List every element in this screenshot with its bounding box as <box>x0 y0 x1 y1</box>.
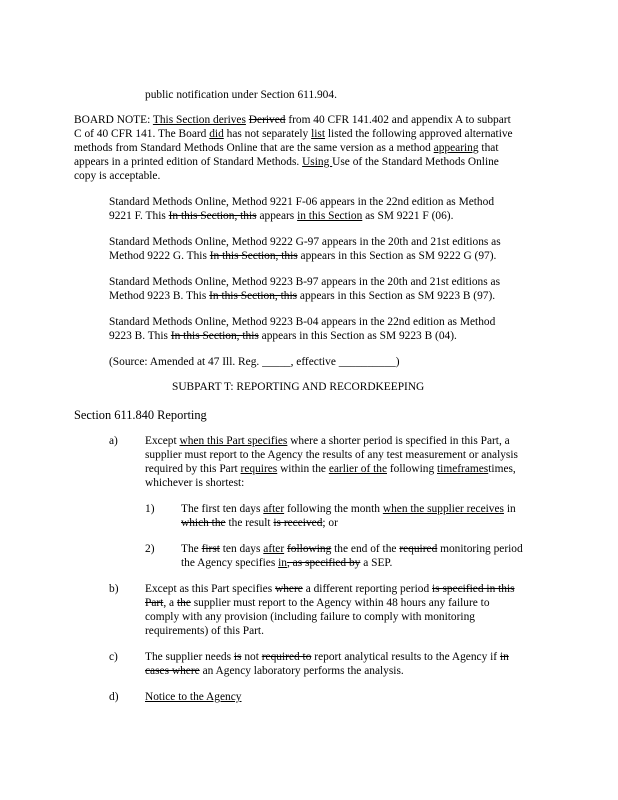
list-marker <box>109 690 119 704</box>
inserted-text: when the supplier receives <box>382 503 504 515</box>
text-segment: that <box>478 142 499 154</box>
text-line <box>145 462 516 476</box>
text-line <box>181 502 516 516</box>
text-line <box>145 624 264 638</box>
text-segment: supplier must report to the Agency within 48 hours any failure to <box>190 597 490 609</box>
text-segment: whichever is shortest: <box>145 477 245 489</box>
subpart-title <box>172 380 424 394</box>
text-segment: SUBPART T: REPORTING AND RECORDKEEPING <box>172 381 425 393</box>
inserted-text: after <box>263 503 285 515</box>
text-segment: The supplier needs <box>145 651 234 663</box>
text-line <box>145 448 518 462</box>
inserted-text: list <box>311 128 326 140</box>
deleted-text: , as specified by <box>286 557 361 569</box>
text-line <box>145 690 241 704</box>
text-segment: from 40 CFR 141.402 and appendix A to subpart <box>285 114 511 126</box>
text-segment: an Agency laboratory performs the analysis. <box>199 665 404 677</box>
text-segment: Except as this Part specifies <box>145 583 276 595</box>
deleted-text: In this Section, this <box>209 250 298 262</box>
text-line <box>74 155 499 169</box>
deleted-text: following <box>287 543 332 555</box>
text-line <box>181 556 392 570</box>
text-line <box>109 315 495 329</box>
text-line <box>109 275 500 289</box>
deleted-text: In this Section, this <box>209 290 298 302</box>
text-segment: a different reporting period <box>302 583 432 595</box>
text-segment: appears in this Section as SM 9222 G (97). <box>297 250 497 262</box>
list-marker <box>109 582 119 596</box>
text-segment: monitoring period <box>437 543 523 555</box>
text-segment: Standard Methods Online, Method 9223 B-97 appears in the 20th and 21st editions as <box>109 276 501 288</box>
text-segment: following <box>387 463 437 475</box>
text-line <box>145 596 490 610</box>
text-segment: BOARD NOTE: <box>74 114 153 126</box>
text-segment: public notification under Section 611.904. <box>145 89 337 101</box>
text-segment: supplier must report to the Agency the results of any test measurement or analysis <box>145 449 518 461</box>
inserted-text: This Section derives <box>152 114 246 126</box>
inserted-text: after <box>263 543 285 555</box>
text-line <box>74 127 513 141</box>
text-segment: appears in this Section as SM 9223 B (04). <box>258 330 457 342</box>
text-segment: appears in this Section as SM 9223 B (97). <box>297 290 496 302</box>
text-segment: within the <box>277 463 329 475</box>
deleted-text: required <box>399 543 438 555</box>
text-line <box>74 113 511 127</box>
text-segment: b) <box>109 583 119 595</box>
text-segment: The first ten days <box>181 503 264 515</box>
deleted-text: Derived <box>248 114 286 126</box>
text-segment: report analytical results to the Agency if <box>311 651 500 663</box>
inserted-text: appearing <box>433 142 479 154</box>
list-marker <box>109 434 118 448</box>
text-line <box>145 610 475 624</box>
deleted-text: is <box>233 651 242 663</box>
text-segment: appears <box>256 210 298 222</box>
text-segment: Except <box>145 435 180 447</box>
text-line <box>145 434 510 448</box>
inserted-text: requires <box>240 463 278 475</box>
inserted-text: timeframes <box>437 463 489 475</box>
text-segment: times, <box>488 463 516 475</box>
text-line <box>145 582 515 596</box>
inserted-text: earlier of the <box>328 463 387 475</box>
text-segment: methods from Standard Methods Online that are the same version as a method <box>74 142 434 154</box>
text-line <box>145 650 509 664</box>
text-segment: not <box>241 651 262 663</box>
text-segment: comply with any provision (including failure to comply with monitoring <box>145 611 475 623</box>
inserted-text: when this Part specifies <box>179 435 288 447</box>
text-segment: 1) <box>145 503 155 515</box>
text-line <box>109 289 495 303</box>
text-line <box>145 476 244 490</box>
deleted-text: is specified in this <box>432 583 515 595</box>
text-segment: Section 611.840 Reporting <box>74 408 207 422</box>
text-segment: Standard Methods Online, Method 9223 B-04 appears in the 22nd edition as Method <box>109 316 496 328</box>
text-segment: C of 40 CFR 141. The Board <box>74 128 210 140</box>
text-line <box>109 195 494 209</box>
text-segment: the result <box>225 517 274 529</box>
text-segment: Standard Methods Online, Method 9221 F-06 appears in the 22nd edition as Method <box>109 196 495 208</box>
text-segment: 9221 F. This <box>109 210 169 222</box>
deleted-text: first <box>201 543 220 555</box>
text-line <box>74 141 499 155</box>
text-segment: a SEP. <box>360 557 393 569</box>
text-segment: ten days <box>219 543 264 555</box>
deleted-text: required to <box>261 651 312 663</box>
text-segment: the Agency specifies <box>181 557 279 569</box>
inserted-text: Notice to the Agency <box>145 691 242 703</box>
deleted-text: In this Section, this <box>170 330 259 342</box>
text-segment: d) <box>109 691 119 703</box>
text-segment: in <box>503 503 516 515</box>
deleted-text: Part <box>145 597 164 609</box>
deleted-text: the <box>176 597 191 609</box>
text-segment: Use of the Standard Methods Online <box>332 156 499 168</box>
deleted-text: where <box>275 583 303 595</box>
text-segment: Standard Methods Online, Method 9222 G-97 appears in the 20th and 21st editions as <box>109 236 501 248</box>
inserted-text: did <box>209 128 224 140</box>
list-marker <box>109 650 118 664</box>
text-line <box>145 664 404 678</box>
list-marker <box>145 542 155 556</box>
deleted-text: cases where <box>145 665 200 677</box>
text-line <box>74 169 160 183</box>
text-segment: copy is acceptable. <box>74 170 161 182</box>
text-segment: 2) <box>145 543 155 555</box>
deleted-text: which the <box>181 517 226 529</box>
text-line <box>109 209 453 223</box>
inserted-text: Using <box>302 156 333 168</box>
inserted-text: in <box>278 557 287 569</box>
text-segment: The <box>181 543 202 555</box>
text-line <box>145 88 337 102</box>
text-line <box>109 235 501 249</box>
deleted-text: In this Section, this <box>168 210 257 222</box>
inserted-text: in this Section <box>297 210 363 222</box>
source-note <box>109 355 400 369</box>
text-line <box>109 249 496 263</box>
text-segment: where a shorter period is specified in this Part, a <box>287 435 510 447</box>
text-segment: has not separately <box>223 128 312 140</box>
text-segment: the end of the <box>331 543 400 555</box>
text-segment: following the month <box>284 503 383 515</box>
text-line <box>181 516 338 530</box>
text-segment: (Source: Amended at 47 Ill. Reg. _____, effective __________) <box>109 356 400 368</box>
text-segment: , a <box>163 597 177 609</box>
text-segment: requirements) of this Part. <box>145 625 264 637</box>
text-segment: listed the following approved alternative <box>325 128 513 140</box>
text-segment: 9223 B. This <box>109 330 171 342</box>
text-segment: as SM 9221 F (06). <box>362 210 454 222</box>
text-segment: Method 9223 B. This <box>109 290 210 302</box>
text-line <box>109 329 457 343</box>
deleted-text: in <box>499 651 509 663</box>
list-marker <box>145 502 155 516</box>
text-segment: c) <box>109 651 118 663</box>
deleted-text: is received <box>273 517 323 529</box>
text-line <box>181 542 523 556</box>
text-segment: a) <box>109 435 118 447</box>
text-segment: required by this Part <box>145 463 241 475</box>
text-segment: ; or <box>322 517 338 529</box>
text-segment: appears in a printed edition of Standard Methods. <box>74 156 303 168</box>
section-heading <box>74 408 207 422</box>
text-segment: Method 9222 G. This <box>109 250 210 262</box>
